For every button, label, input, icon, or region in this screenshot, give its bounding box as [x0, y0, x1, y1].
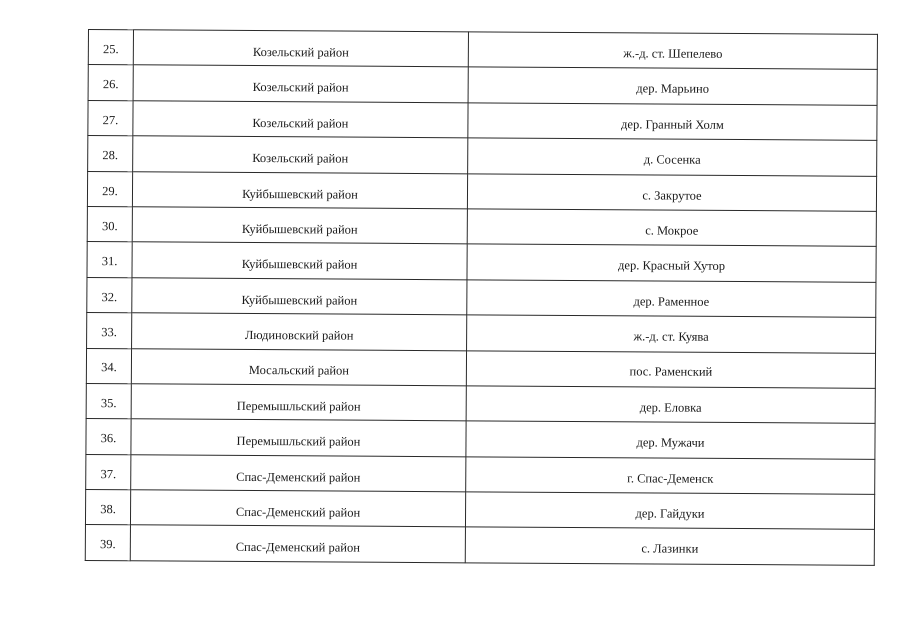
- district-cell: Спас-Деменский район: [130, 490, 465, 527]
- settlement-cell: дер. Красный Хутор: [467, 244, 876, 282]
- settlements-table: [85, 29, 878, 566]
- settlement-cell: г. Спас-Деменск: [466, 457, 875, 495]
- table-row: [85, 490, 874, 530]
- table-body: [85, 30, 877, 566]
- row-number: 33.: [87, 313, 132, 349]
- row-number: 30.: [87, 206, 132, 242]
- settlement-cell: пос. Раменский: [466, 350, 875, 388]
- row-number: 32.: [87, 277, 132, 313]
- settlement-cell: с. Закрутое: [467, 173, 876, 211]
- table-row: [87, 206, 876, 246]
- district-cell: Людиновский район: [132, 313, 467, 350]
- row-number: 27.: [88, 100, 133, 136]
- district-cell: Куйбышевский район: [132, 278, 467, 315]
- district-cell: Козельский район: [133, 65, 468, 102]
- district-cell: Спас-Деменский район: [131, 454, 466, 491]
- table-row: [86, 419, 875, 459]
- settlement-cell: ж.-д. ст. Куява: [467, 315, 876, 353]
- table-row: [87, 242, 876, 282]
- row-number: 35.: [86, 383, 131, 419]
- district-cell: Козельский район: [133, 136, 468, 173]
- district-cell: Козельский район: [133, 101, 468, 138]
- district-cell: Козельский район: [133, 30, 468, 67]
- table-row: [87, 277, 876, 317]
- table-row: [88, 100, 877, 140]
- table-row: [86, 383, 875, 423]
- table-row: [86, 454, 875, 494]
- settlement-cell: д. Сосенка: [468, 138, 877, 176]
- row-number: 31.: [87, 242, 132, 278]
- settlement-cell: ж.-д. ст. Шепелево: [468, 32, 877, 70]
- settlement-cell: дер. Еловка: [466, 386, 875, 424]
- settlement-cell: дер. Марьино: [468, 67, 877, 105]
- district-cell: Перемышльский район: [131, 384, 466, 421]
- row-number: 36.: [86, 419, 131, 455]
- row-number: 39.: [85, 525, 130, 561]
- row-number: 25.: [88, 30, 133, 66]
- table-row: [87, 313, 876, 353]
- row-number: 26.: [88, 65, 133, 101]
- district-cell: Куйбышевский район: [132, 242, 467, 279]
- settlement-cell: дер. Мужачи: [466, 421, 875, 459]
- settlement-cell: дер. Гранный Холм: [468, 103, 877, 141]
- settlement-cell: с. Мокрое: [467, 209, 876, 247]
- district-cell: Перемышльский район: [131, 419, 466, 456]
- table-row: [88, 30, 877, 70]
- table-row: [87, 171, 876, 211]
- table-row: [86, 348, 875, 388]
- district-cell: Мосальский район: [131, 348, 466, 385]
- row-number: 37.: [86, 454, 131, 490]
- table-row: [88, 65, 877, 105]
- settlement-cell: дер. Гайдуки: [465, 492, 874, 530]
- row-number: 29.: [87, 171, 132, 207]
- district-cell: Спас-Деменский район: [130, 525, 465, 562]
- row-number: 34.: [86, 348, 131, 384]
- district-cell: Куйбышевский район: [132, 171, 467, 208]
- table-row: [85, 525, 874, 565]
- settlement-cell: дер. Раменное: [467, 280, 876, 318]
- table-row: [88, 136, 877, 176]
- district-cell: Куйбышевский район: [132, 207, 467, 244]
- row-number: 38.: [85, 490, 130, 526]
- settlement-cell: с. Лазинки: [465, 527, 874, 565]
- row-number: 28.: [88, 136, 133, 172]
